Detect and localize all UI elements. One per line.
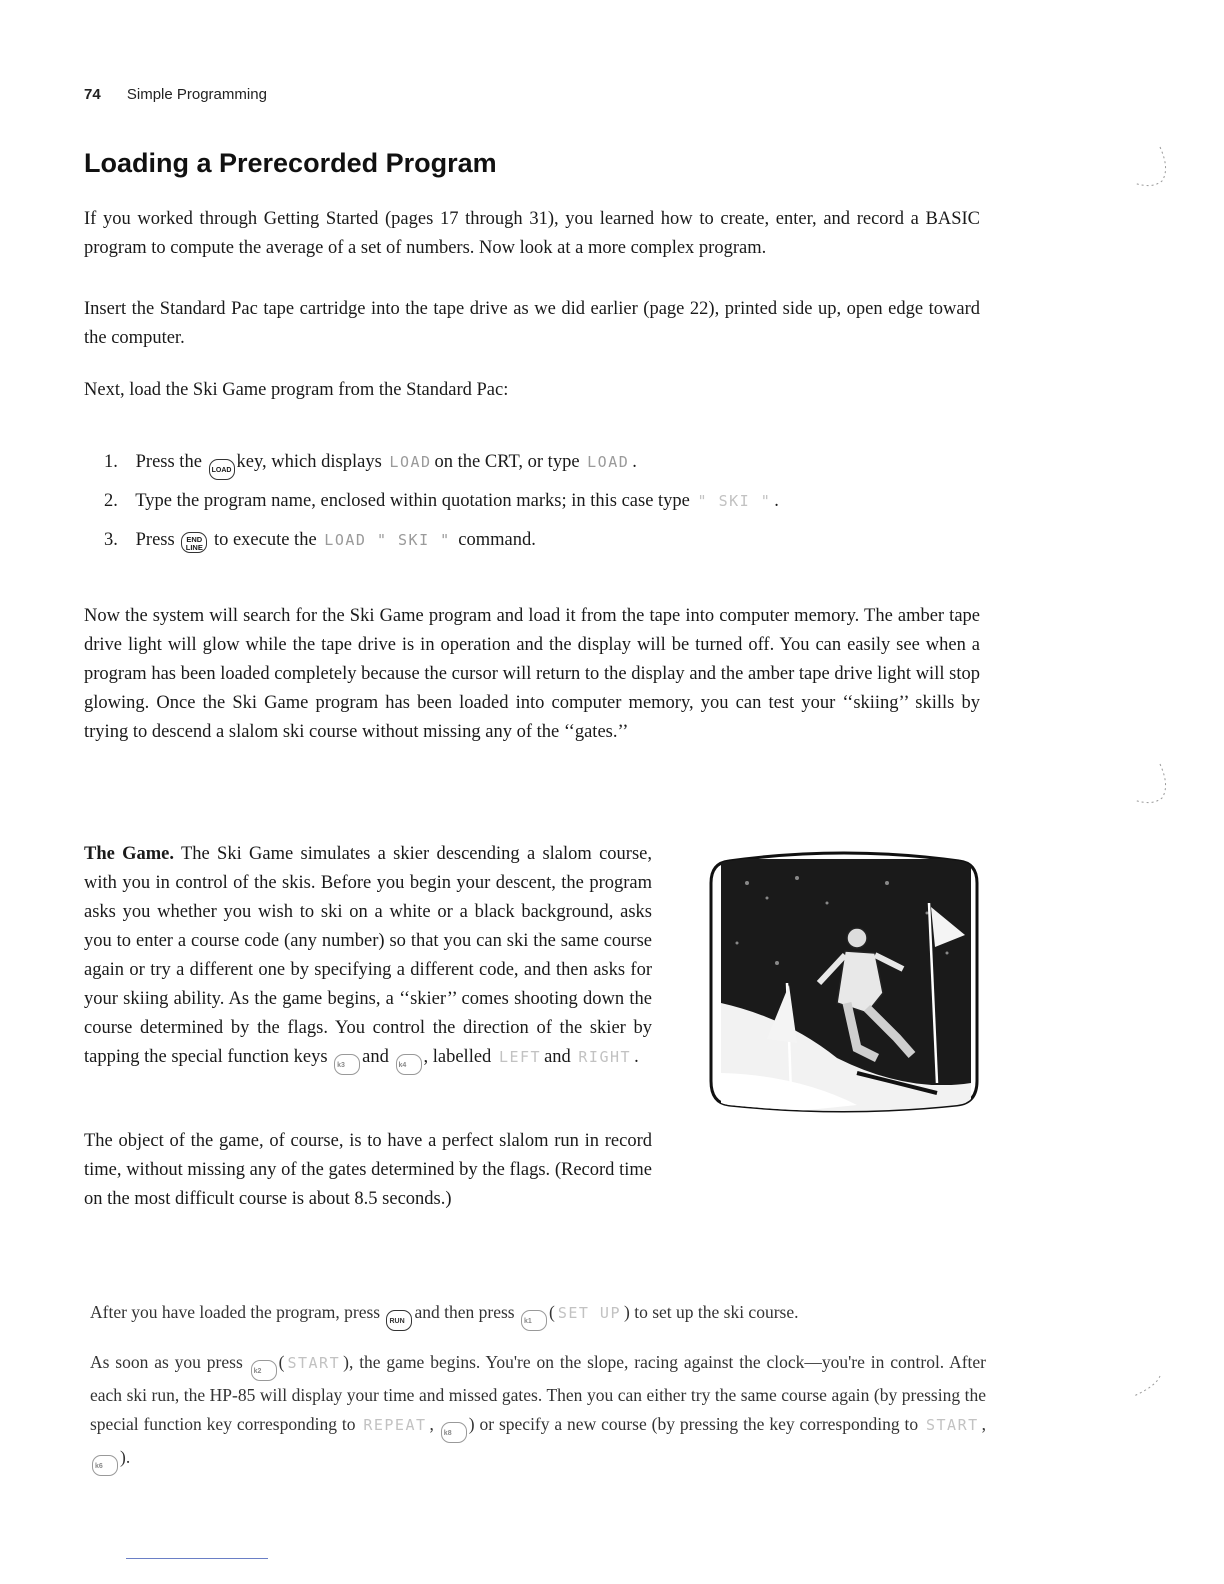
step-3	[104, 527, 779, 566]
k6-key-icon: k6	[92, 1455, 118, 1476]
crt-text: START	[287, 1354, 341, 1372]
step-text: key, which displays	[236, 452, 382, 472]
setup-paragraph: After you have loaded the program, press RUN and then press k1 ( SET UP ) to set up the ski course.	[90, 1298, 986, 1331]
crt-text: START	[926, 1416, 979, 1434]
step-1	[104, 449, 779, 488]
step-text: Press	[135, 530, 175, 550]
binder-mark-icon	[1130, 143, 1174, 193]
crt-text: " SKI "	[697, 492, 772, 510]
binder-mark-icon	[1130, 760, 1174, 810]
game-description-paragraph: The Game. The Ski Game simulates a skier descending a slalom course, with you in control of the skis. Before you begin your descent, the program asks you whether you wish to ski on a white or a black background, asks you to enter a course code (any number) so that you can ski the same course again or try a different one by specifying a different code, and then asks for your skiing ability. As the game begins, a ‘‘skier’’ comes shooting down the course determined by the flags. You control the direction of the skier by tapping the special function keys k3 and k4 , labelled LEFT and RIGHT .	[84, 840, 652, 1075]
step-text: .	[774, 491, 779, 511]
end-line-key-icon: END LINE	[181, 532, 207, 553]
step-text: Type the program name, enclosed within quotation marks; in this case type	[135, 491, 690, 511]
intro-paragraph: If you worked through Getting Started (pages 17 through 31), you learned how to create, enter, and record a BASIC program to compute the average of a set of numbers. Now look at a more complex program.	[84, 209, 980, 258]
k3-key-icon: k3	[334, 1054, 360, 1075]
ski-scene	[721, 859, 971, 1119]
k2-key-icon: k2	[251, 1360, 277, 1381]
crt-text: SET UP	[557, 1304, 621, 1322]
crt-text: REPEAT	[363, 1416, 427, 1434]
game-run-in-heading: The Game.	[84, 844, 175, 864]
crt-text: LOAD	[587, 453, 630, 471]
step-text: to execute the	[213, 530, 317, 550]
k4-key-icon: k4	[396, 1054, 422, 1075]
step-number: 1.	[104, 452, 118, 472]
load-steps-list	[104, 449, 779, 566]
game-start-paragraph: As soon as you press k2 ( START ), the game begins. You're on the slope, racing against the clock—you're in control. After each ski run, the HP-85 will display your time and missed gates. Then you can either try the same course again (by pressing the special function key corresponding to REPEAT , k8 ) or specify a new course (by pressing the key corresponding to START , k6 ).	[90, 1348, 986, 1476]
k1-key-icon: k1	[521, 1310, 547, 1331]
crt-text: LEFT	[498, 1048, 542, 1066]
running-header	[84, 86, 267, 103]
section-name: Simple Programming	[126, 86, 267, 103]
crt-text: LOAD	[389, 453, 432, 471]
page-title: Loading a Prerecorded Program	[84, 148, 497, 178]
load-key-icon: LOAD	[209, 459, 235, 480]
step-text: .	[632, 452, 637, 472]
step-text: command.	[458, 530, 536, 550]
skier-illustration	[707, 843, 981, 1119]
binder-mark-icon	[1130, 1358, 1174, 1408]
step-number: 3.	[104, 530, 118, 550]
page-number: 74	[84, 86, 101, 103]
loading-description-paragraph: Now the system will search for the Ski Game program and load it from the tape into computer memory. The amber tape drive light will glow while the tape drive is in operation and the display will be turned off. You can easily see when a program has been loaded completely because the cursor will return to the display and the amber tape drive light will stop glowing. Once the Ski Game program has been loaded into computer memory, you can test your ‘‘skiing’’ skills by trying to descend a slalom ski course without missing any of the ‘‘gates.’’	[84, 606, 980, 742]
game-objective-paragraph: The object of the game, of course, is to have a perfect slalom run in record time, without missing any of the gates determined by the flags. (Record time on the most difficult course is about 8.5 seconds.)	[84, 1131, 652, 1209]
insert-tape-paragraph: Insert the Standard Pac tape cartridge into the tape drive as we did earlier (page 22), printed side up, open edge toward the computer.	[84, 299, 980, 348]
load-instruction-paragraph: Next, load the Ski Game program from the Standard Pac:	[84, 380, 509, 400]
step-2	[104, 488, 779, 527]
k8-key-icon: k8	[441, 1422, 467, 1443]
step-number: 2.	[104, 491, 118, 511]
step-text: on the CRT, or type	[434, 452, 580, 472]
step-text: Press the	[135, 452, 202, 472]
crt-text: RIGHT	[578, 1048, 632, 1066]
footnote-rule	[126, 1558, 268, 1559]
run-key-icon: RUN	[386, 1310, 412, 1331]
crt-text: LOAD " SKI "	[324, 531, 451, 549]
